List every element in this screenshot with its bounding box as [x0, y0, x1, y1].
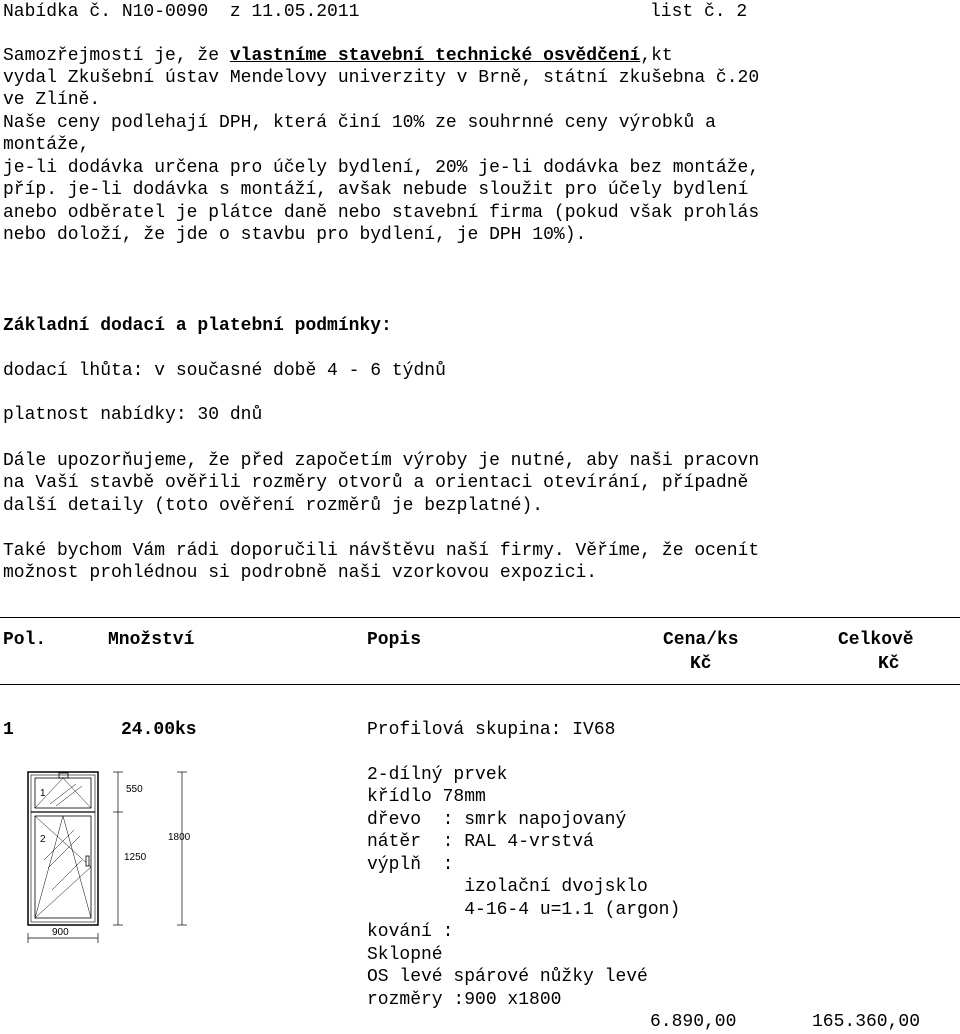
- dim-bottom-label: 1250: [124, 852, 147, 863]
- sash-open-line: [35, 867, 91, 918]
- delivery-term: dodací lhůta: v současné době 4 - 6 týdnů: [3, 361, 446, 381]
- part-2-label: 2: [40, 834, 46, 845]
- certificate-line-1: [3, 45, 673, 68]
- lower-sash: [35, 816, 91, 918]
- transom-open-line: [63, 778, 91, 808]
- item-desc-line: Sklopné: [367, 945, 443, 965]
- certificate-line-2: vydal Zkušební ústav Mendelovy univerzity v Brně, státní zkušebna č.20: [3, 68, 760, 88]
- transom-glazing-mark: [50, 784, 76, 804]
- item-desc-line: 2-dílný prvek: [367, 765, 508, 785]
- validity-term: platnost nabídky: 30 dnů: [3, 405, 263, 425]
- item-desc-line: 4-16-4 u=1.1 (argon): [367, 900, 681, 920]
- item-desc-line: OS levé spárové nůžky levé: [367, 967, 648, 987]
- invite-line-1: Také bychom Vám rádi doporučili návštěvu naší firmy. Věříme, že ocenít: [3, 541, 760, 561]
- item-unit-price: 6.890,00: [650, 1012, 737, 1032]
- col-unit-header: Cena/ks: [663, 630, 739, 650]
- item-desc-line: dřevo : smrk napojovaný: [367, 810, 627, 830]
- dim-top-label: 550: [126, 784, 143, 795]
- dim-height-label: 1800: [168, 832, 191, 843]
- offer-date: z 11.05.2011: [229, 2, 360, 22]
- col-desc-header: Popis: [367, 630, 422, 650]
- vat-line-5: anebo odběratel je plátce daně nebo stavební firma (pokud však prohlás: [3, 203, 760, 223]
- sash-tilt-line: [63, 816, 91, 918]
- col-qty-header: Množství: [108, 630, 195, 650]
- sash-glazing-mark: [48, 836, 80, 868]
- window-frame: [28, 772, 98, 925]
- vat-line-4: příp. je-li dodávka s montáží, avšak nebude sloužit pro účely bydlení: [3, 180, 749, 200]
- part-1-label: 1: [40, 788, 46, 799]
- notice-line-1: Dále upozorňujeme, že před započetím výroby je nutné, aby naši pracovn: [3, 451, 760, 471]
- item-total-price: 165.360,00: [812, 1012, 921, 1032]
- certificate-line-3: ve Zlíně.: [3, 90, 101, 110]
- table-header-bottom-rule: [0, 684, 960, 685]
- item-quantity: 24.00ks: [121, 720, 197, 740]
- item-position: 1: [3, 720, 14, 740]
- terms-heading: Základní dodací a platební podmínky:: [3, 316, 392, 336]
- item-desc-line: izolační dvojsklo: [367, 877, 648, 897]
- item-profile: Profilová skupina: IV68: [367, 720, 616, 740]
- sash-glazing-mark: [44, 830, 74, 860]
- notice-line-2: na Vaší stavbě ověřili rozměry otvorů a orientaci otevírání, případně: [3, 473, 749, 493]
- certificate-prefix: Samozřejmostí je, že: [3, 46, 230, 66]
- item-desc-line: rozměry :900 x1800: [367, 990, 562, 1010]
- col-total-header: Celkově: [838, 630, 914, 650]
- invite-line-2: možnost prohlédnou si podrobně naši vzorkovou expozici.: [3, 563, 598, 583]
- col-pos-header: Pol.: [3, 630, 47, 650]
- sash-handle: [86, 856, 89, 866]
- item-desc-line: výplň :: [367, 855, 454, 875]
- sash-glazing-mark: [52, 860, 82, 890]
- offer-header-line: [3, 1, 359, 24]
- table-top-rule: [0, 617, 960, 618]
- transom-tilt-handle: [59, 773, 68, 778]
- certificate-suffix: ,kt: [640, 46, 673, 66]
- notice-line-3: další detaily (toto ověření rozměrů je bezplatné).: [3, 496, 544, 516]
- item-desc-line: kování :: [367, 922, 454, 942]
- dim-width-label: 900: [52, 927, 69, 938]
- col-unit-currency: Kč: [690, 654, 712, 674]
- item-desc-line: křídlo 78mm: [367, 787, 486, 807]
- col-total-currency: Kč: [878, 654, 900, 674]
- vat-line-2: montáže,: [3, 135, 90, 155]
- vat-line-3: je-li dodávka určena pro účely bydlení, 20% je-li dodávka bez montáže,: [3, 158, 760, 178]
- item-desc-line: nátěr : RAL 4-vrstvá: [367, 832, 594, 852]
- sheet-number: list č. 2: [650, 2, 748, 22]
- transom-glazing-mark: [56, 786, 82, 806]
- vat-line-1: Naše ceny podlehají DPH, která činí 10% ze souhrnné ceny výrobků a: [3, 113, 716, 133]
- vat-line-6: nebo doloží, že jde o stavbu pro bydlení, je DPH 10%).: [3, 225, 587, 245]
- certificate-highlight: vlastníme stavební technické osvědčení: [229, 46, 641, 66]
- window-drawing: [0, 760, 210, 950]
- offer-number: Nabídka č. N10-0090: [3, 2, 209, 22]
